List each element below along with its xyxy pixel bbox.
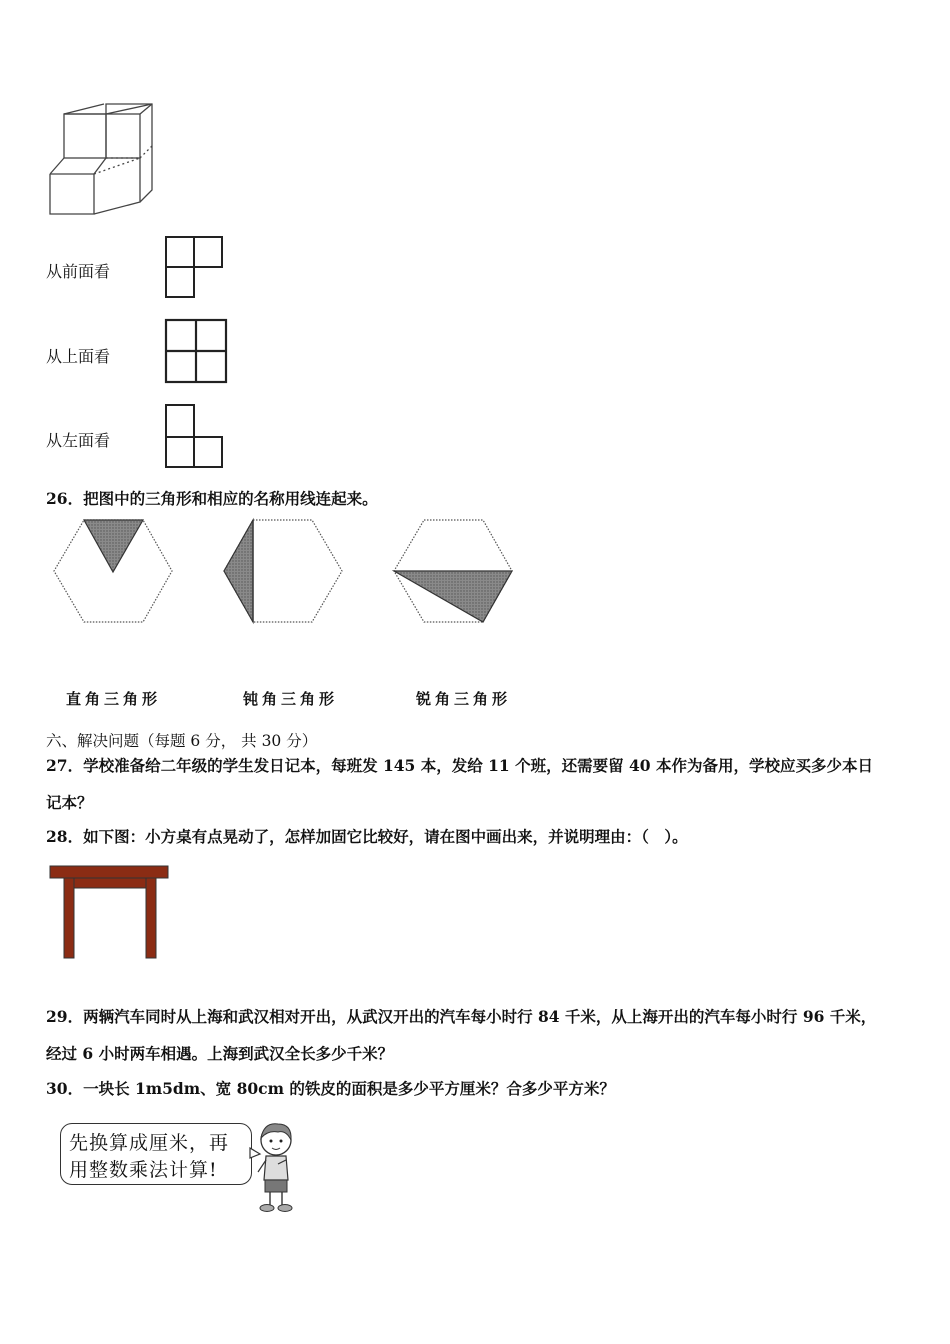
hexagon-2: [224, 520, 342, 622]
view-label-front: 从前面看: [46, 262, 111, 281]
hint-speech-bubble: [60, 1123, 252, 1185]
section-6-heading: 六、解决问题（每题 6 分， 共 30 分）: [46, 732, 318, 750]
top-view-grid: [162, 316, 230, 384]
boy-illustration: [244, 1120, 304, 1216]
cube-stack-figure: [44, 100, 160, 220]
hexagon-1: [54, 520, 172, 622]
question-26: 26．把图中的三角形和相应的名称用线连起来。: [46, 489, 378, 508]
question-27-line2: 记本？: [46, 793, 93, 812]
hexagon-3: [394, 520, 512, 622]
question-28: 28．如下图：小方桌有点晃动了，怎样加固它比较好，请在图中画出来，并说明理由：（ ）。: [46, 827, 688, 846]
question-29-line2: 经过 6 小时两车相遇。上海到武汉全长多少千米？: [46, 1044, 394, 1063]
triangle-name-obtuse: 钝角三角形: [243, 690, 339, 708]
square-table-figure: [48, 862, 172, 962]
hint-line-1: 先换算成厘米，再: [69, 1132, 230, 1154]
triangle-name-acute: 锐角三角形: [416, 690, 512, 708]
question-29-line1: 29．两辆汽车同时从上海和武汉相对开出，从武汉开出的汽车每小时行 84 千米，从上海开出的汽车每小时行 96 千米，: [46, 1007, 877, 1026]
left-view-grid: [162, 401, 228, 471]
front-view-grid: [162, 233, 226, 301]
hexagon-triangles-figure: [46, 512, 526, 632]
question-30: 30．一块长 1m5dm、宽 80cm 的铁皮的面积是多少平方厘米？合多少平方米？: [46, 1079, 615, 1098]
view-label-left: 从左面看: [46, 431, 111, 450]
question-27-line1: 27．学校准备给二年级的学生发日记本，每班发 145 本，发给 11 个班，还需要留 40 本作为备用，学校应买多少本日: [46, 756, 873, 775]
triangle-name-right: 直角三角形: [66, 690, 162, 708]
hint-line-2: 用整数乘法计算!: [69, 1159, 218, 1181]
view-label-top: 从上面看: [46, 347, 111, 366]
